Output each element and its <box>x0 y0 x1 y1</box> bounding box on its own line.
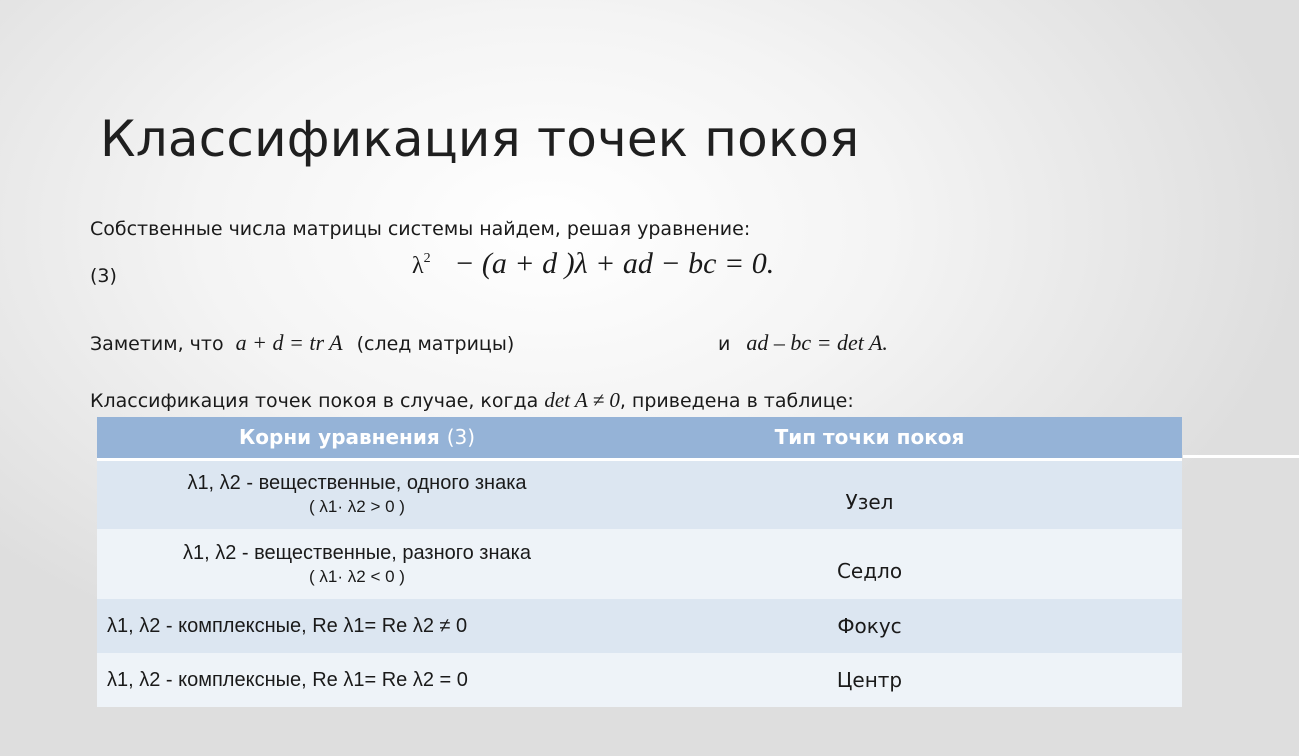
roots-condition: ( λ1· λ2 > 0 ) <box>309 497 405 517</box>
det-note <box>718 330 888 356</box>
table-header-row <box>97 417 1182 459</box>
table-intro-before: Классификация точек покоя в случае, когда <box>90 390 539 412</box>
roots-cell: λ1, λ2 - комплексные, Re λ1= Re λ2 ≠ 0 <box>97 599 617 653</box>
roots-description: λ1, λ2 - вещественные, одного знака <box>187 472 527 495</box>
type-cell: Узел <box>617 459 1182 529</box>
table-row <box>97 599 1182 653</box>
trace-expression: a + d = tr A <box>235 330 343 355</box>
equation-power: 2 <box>423 250 431 266</box>
characteristic-equation <box>412 246 774 281</box>
table-row <box>97 529 1182 599</box>
classification-table <box>97 417 1182 707</box>
divider-line <box>1183 455 1299 458</box>
table-intro-after: , приведена в таблице: <box>619 390 854 412</box>
type-cell: Центр <box>617 653 1182 707</box>
type-cell: Седло <box>617 529 1182 599</box>
header-roots-ref: (3) <box>446 425 476 450</box>
table-row <box>97 653 1182 707</box>
table-intro <box>90 388 854 413</box>
roots-condition: ( λ1· λ2 < 0 ) <box>309 566 405 586</box>
equation-body: − (a + d )λ + ad − bc = 0. <box>454 247 775 280</box>
slide-title: Классификация точек покоя <box>100 110 860 168</box>
intro-text: Собственные числа матрицы системы найдем, решая уравнение: <box>90 218 751 240</box>
roots-description: λ1, λ2 - вещественные, разного знака <box>183 541 531 564</box>
header-roots-label: Корни уравнения <box>238 425 440 450</box>
trace-explanation: (след матрицы) <box>356 333 515 355</box>
trace-note-line <box>90 330 514 356</box>
note-and: и <box>718 333 731 355</box>
det-expression: ad – bc = det A. <box>746 330 888 355</box>
note-prefix: Заметим, что <box>90 333 224 355</box>
roots-cell: λ1, λ2 - комплексные, Re λ1= Re λ2 = 0 <box>97 653 617 707</box>
roots-cell <box>97 529 617 599</box>
det-condition: det A ≠ 0 <box>544 388 620 412</box>
header-type: Тип точки покоя <box>617 417 1182 459</box>
equation-label: (3) <box>90 265 117 287</box>
type-cell: Фокус <box>617 599 1182 653</box>
equation-lambda: λ <box>412 253 424 279</box>
roots-cell <box>97 459 617 529</box>
header-roots <box>97 417 617 459</box>
table-row <box>97 459 1182 529</box>
